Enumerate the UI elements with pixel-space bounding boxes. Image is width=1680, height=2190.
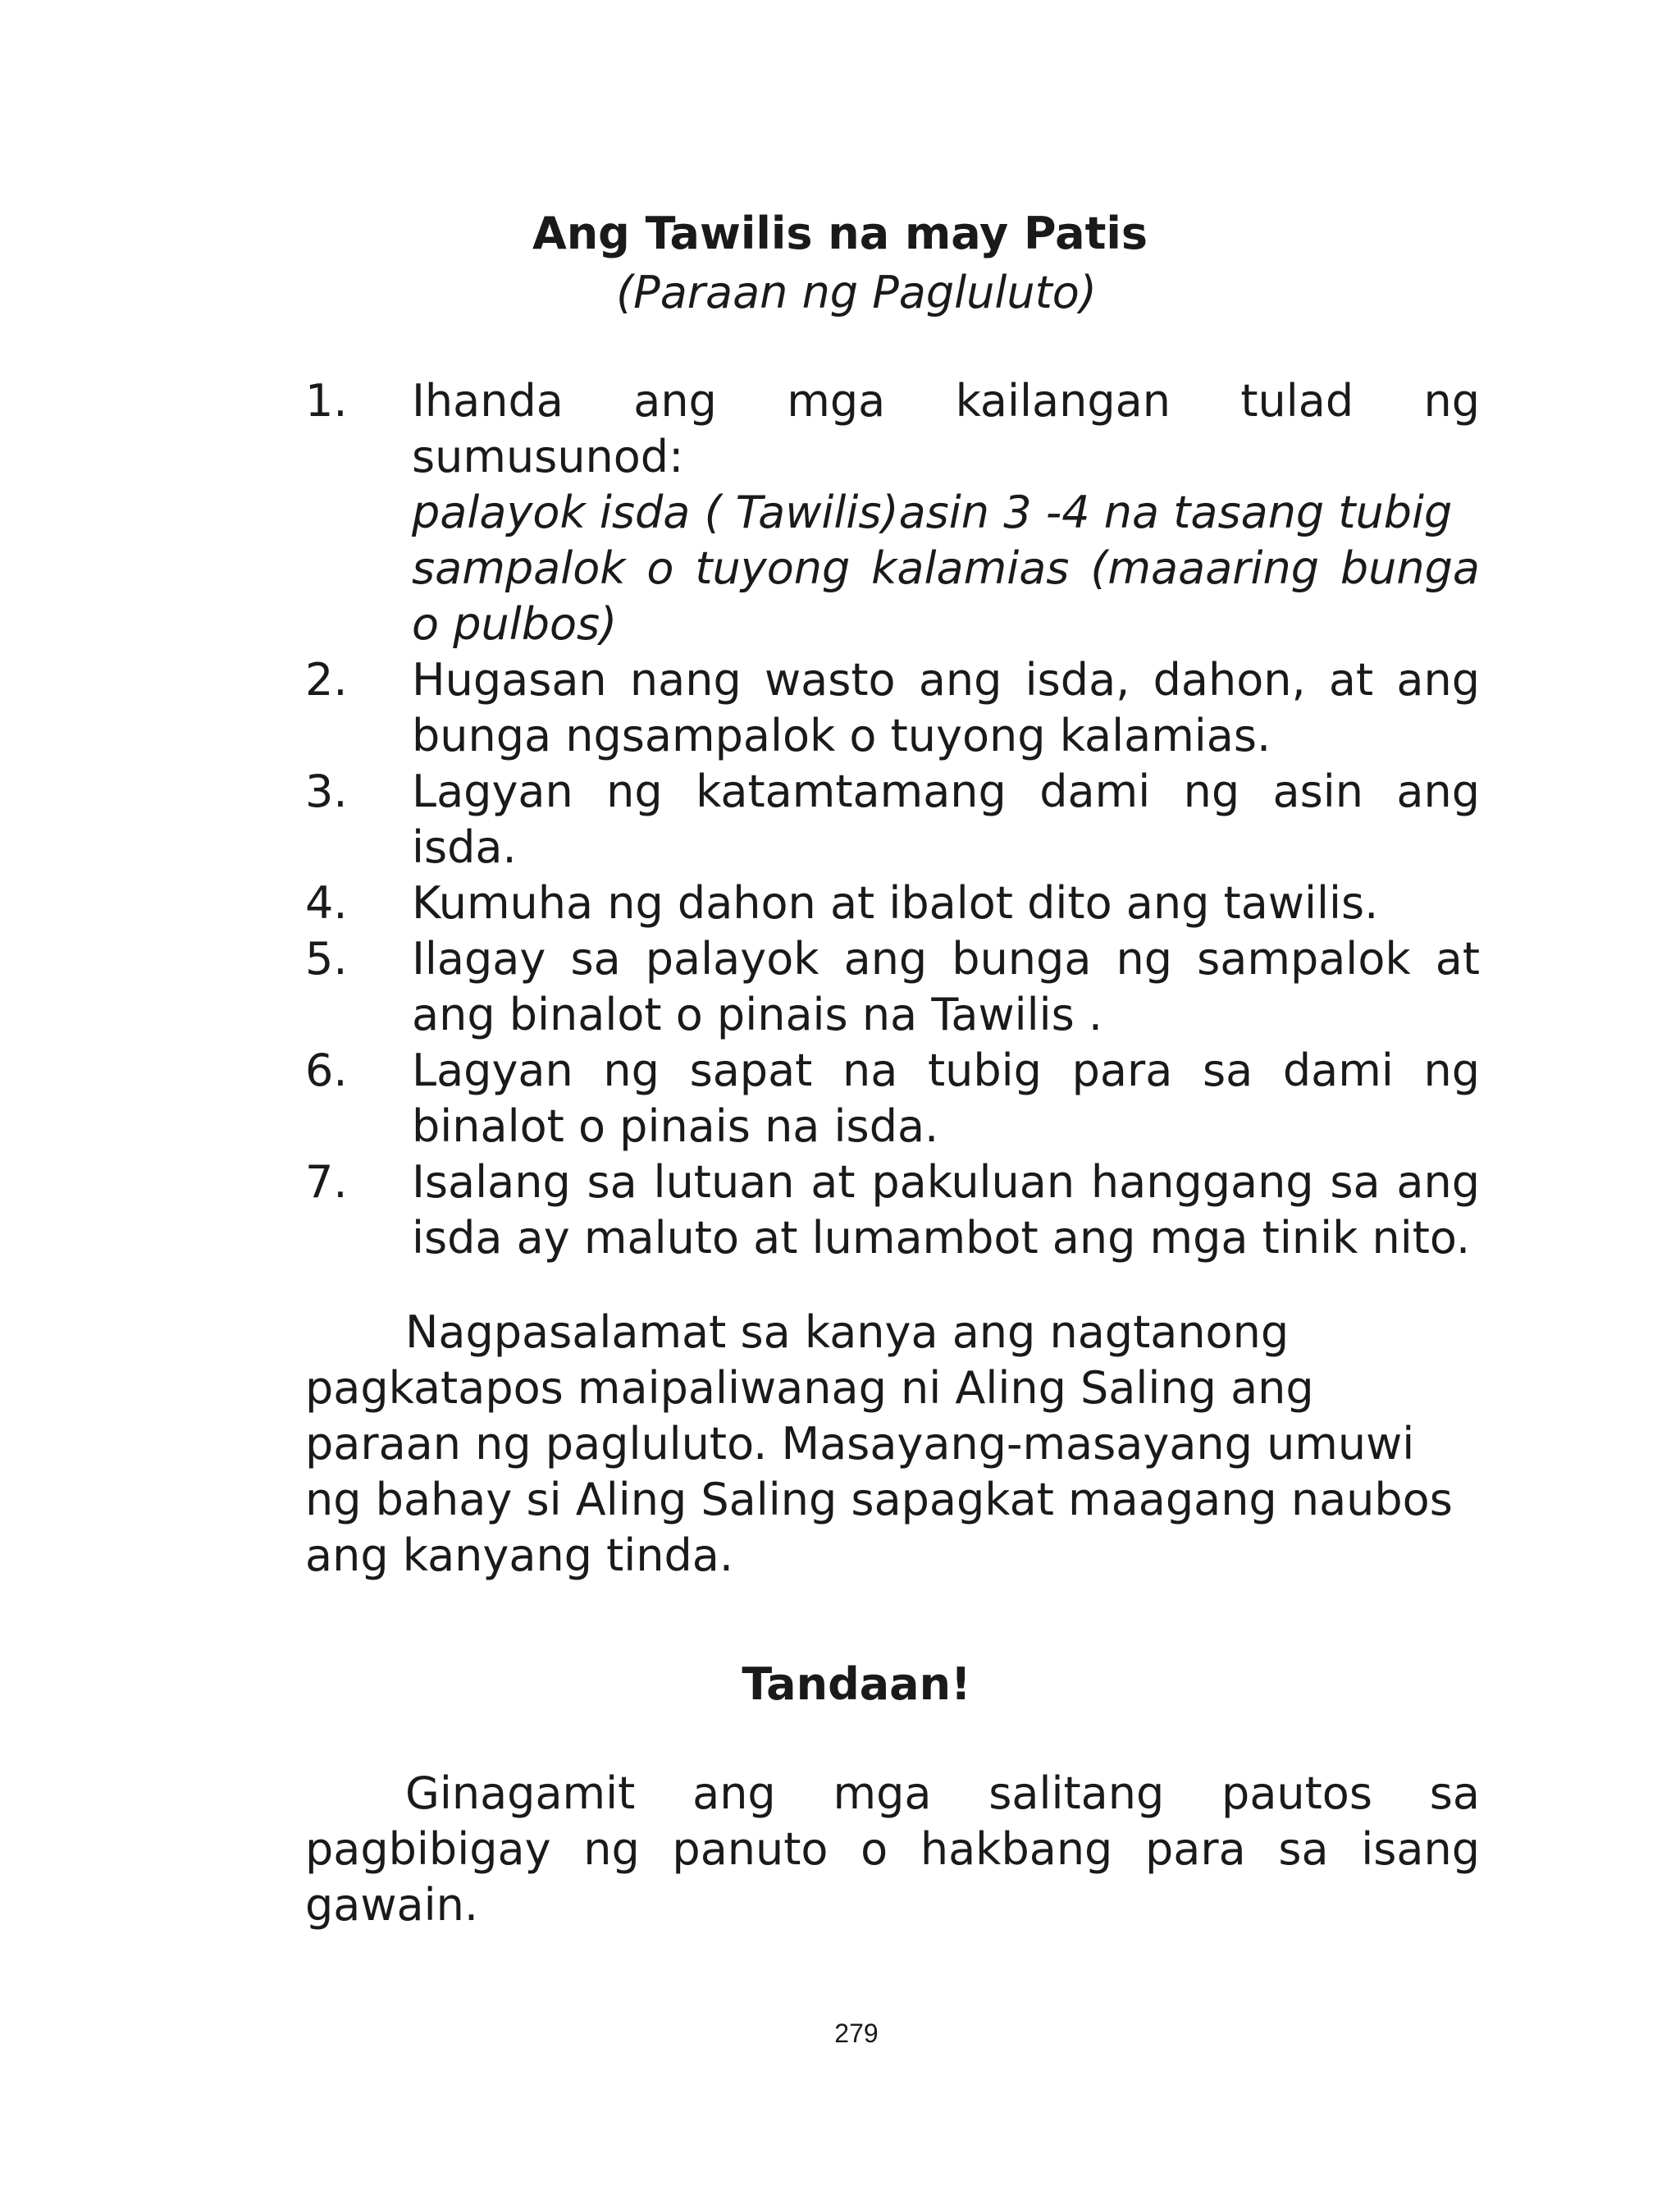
ingredients-line-2: sampalok o tuyong kalamias (maaaring bunga o pulbos) [412,542,1480,650]
procedure-steps-list [305,373,1480,1266]
step-text: Ilagay sa palayok ang bunga ng sampalok at ang binalot o pinais na Tawilis . [412,933,1480,1040]
remember-heading: Tandaan! [742,1658,971,1710]
ingredients-line-1: palayok isda ( Tawilis)asin 3 -4 na tasang tubig [412,487,1453,538]
step-item-4 [305,876,1480,931]
step-number: 1. [305,375,348,427]
step-number: 5. [305,933,348,985]
step-text: Lagyan ng katamtamang dami ng asin ang isda. [412,766,1480,873]
step-number: 4. [305,877,348,929]
step-text: Ihanda ang mga kailangan tulad ng sumusunod: [412,375,1480,482]
step-number: 2. [305,654,348,706]
page-subtitle: (Paraan ng Pagluluto) [616,267,1097,318]
step-item-3 [305,764,1480,876]
step-text: Hugasan nang wasto ang isda, dahon, at ang bunga ngsampalok o tuyong kalamias. [412,654,1480,761]
step-item-7 [305,1154,1480,1266]
step-text: Isalang sa lutuan at pakuluan hanggang sa ang isda ay maluto at lumambot ang mga tinik nito. [412,1156,1480,1264]
remember-paragraph: Ginagamit ang mga salitang pautos sa pagbibigay ng panuto o hakbang para sa isang gawain. [305,1767,1480,1931]
step-number: 6. [305,1045,348,1096]
closing-paragraph: Nagpasalamat sa kanya ang nagtanong pagkatapos maipaliwanag ni Aling Saling ang paraan ng pagluluto. Masayang-masayang umuwi ng bahay si Aling Saling sapagkat maagang naubos ang kanyang tinda. [305,1306,1453,1581]
step-item-5 [305,931,1480,1043]
step-number: 7. [305,1156,348,1208]
step-text: Lagyan ng sapat na tubig para sa dami ng binalot o pinais na isda. [412,1045,1480,1152]
page-title: Ang Tawilis na may Patis [532,208,1148,259]
step-text: Kumuha ng dahon at ibalot dito ang tawilis. [412,877,1379,929]
step-item-6 [305,1043,1480,1154]
step-item-2 [305,652,1480,764]
step-number: 3. [305,766,348,817]
page-number: 279 [834,2019,879,2048]
step-item-1 [305,373,1480,652]
